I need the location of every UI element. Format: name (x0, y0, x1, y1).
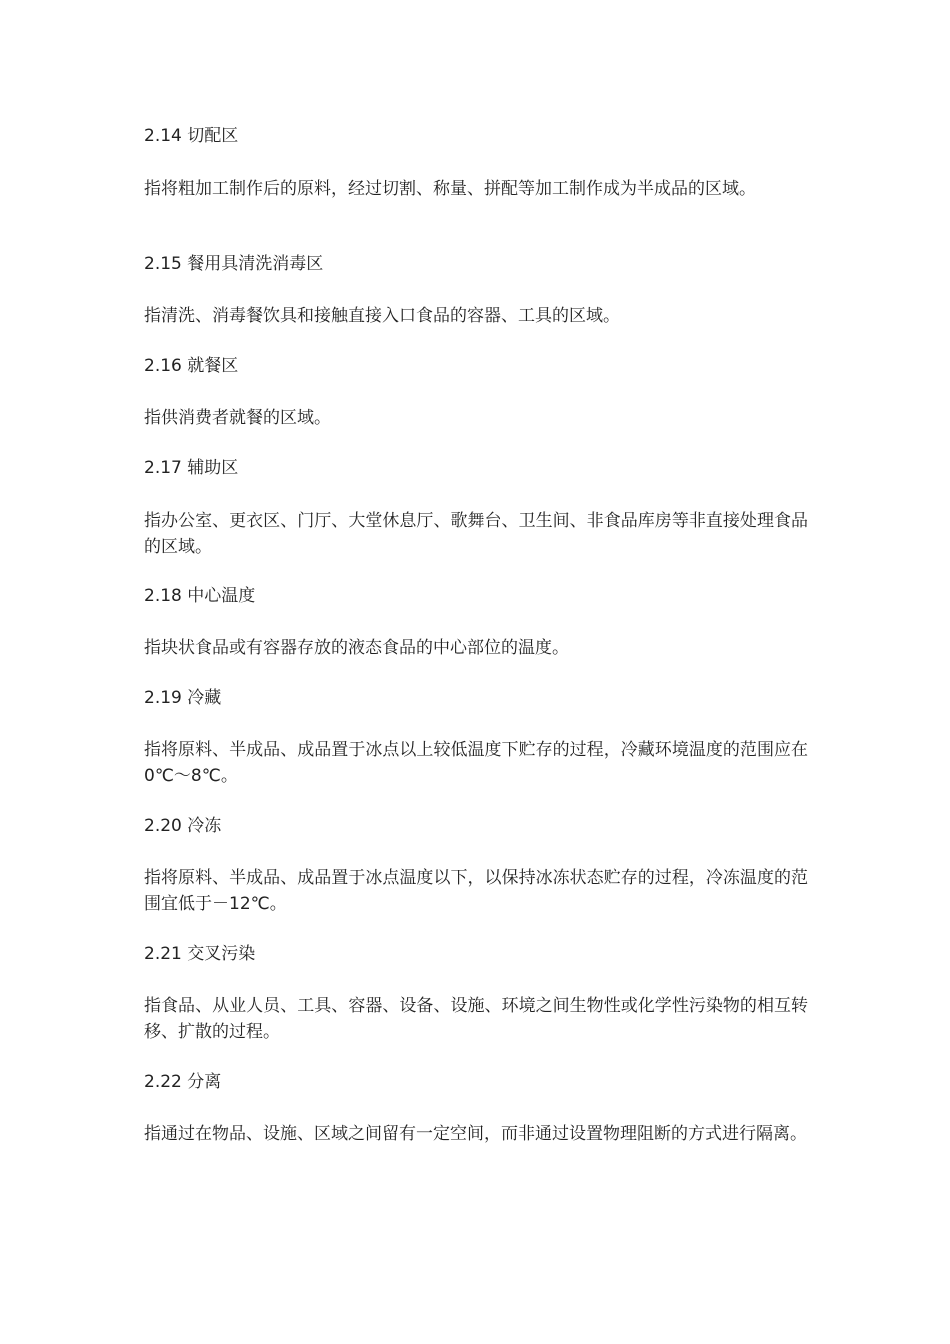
section-2-17 (144, 456, 808, 557)
section-heading: 2.18 中心温度 (144, 586, 256, 606)
section-heading: 2.15 餐用具清洗消毒区 (144, 254, 324, 274)
section-heading: 2.14 切配区 (144, 126, 239, 146)
section-body: 指清洗、消毒餐饮具和接触直接入口食品的容器、工具的区域。 (144, 306, 620, 326)
section-body: 指将原料、半成品、成品置于冰点以上较低温度下贮存的过程，冷藏环境温度的范围应在0℃～8℃。 (144, 740, 808, 786)
section-heading: 2.19 冷藏 (144, 688, 222, 708)
section-body: 指通过在物品、设施、区域之间留有一定空间，而非通过设置物理阻断的方式进行隔离。 (144, 1124, 807, 1144)
section-body: 指食品、从业人员、工具、容器、设备、设施、环境之间生物性或化学性污染物的相互转移、扩散的过程。 (144, 996, 808, 1042)
section-heading: 2.20 冷冻 (144, 816, 222, 836)
section-body: 指块状食品或有容器存放的液态食品的中心部位的温度。 (144, 638, 569, 658)
section-2-21 (144, 942, 808, 1042)
section-heading: 2.16 就餐区 (144, 356, 239, 376)
section-2-16 (144, 354, 808, 428)
section-2-19 (144, 686, 808, 786)
section-body: 指供消费者就餐的区域。 (144, 408, 331, 428)
section-2-14 (144, 124, 808, 199)
section-heading: 2.17 辅助区 (144, 458, 239, 478)
section-body: 指将原料、半成品、成品置于冰点温度以下，以保持冰冻状态贮存的过程，冷冻温度的范围宜低于－12℃。 (144, 868, 808, 914)
section-heading: 2.21 交叉污染 (144, 944, 256, 964)
section-2-22 (144, 1070, 808, 1144)
section-body: 指将粗加工制作后的原料，经过切割、称量、拼配等加工制作成为半成品的区域。 (144, 179, 756, 199)
section-2-18 (144, 584, 808, 658)
section-heading: 2.22 分离 (144, 1072, 222, 1092)
section-2-15 (144, 252, 808, 326)
section-2-20 (144, 814, 808, 914)
section-body: 指办公室、更衣区、门厅、大堂休息厅、歌舞台、卫生间、非食品库房等非直接处理食品的区域。 (144, 511, 808, 557)
